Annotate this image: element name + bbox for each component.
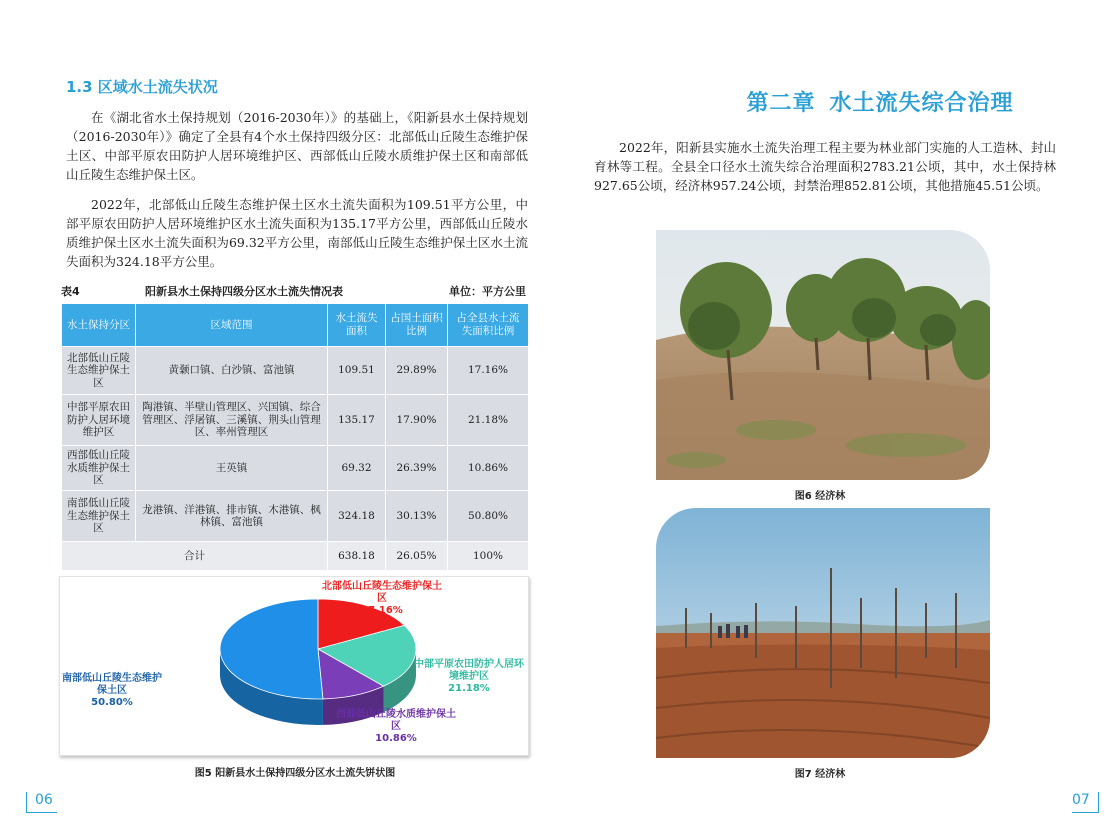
table-row bbox=[62, 491, 529, 542]
paragraph-governance: 2022年，阳新县实施水土流失治理工程主要为林业部门实施的人工造林、封山育林等工程。全县全口径水土流失综合治理面积2783.21公顷，其中，水土保持林927.65公顷，经济林957.24公顷，封禁治理852.81公顷，其他措施45.51公顷。 bbox=[594, 140, 1056, 193]
pie-label-south bbox=[62, 673, 162, 709]
pie-label-south-name: 南部低山丘陵生态维护保土区 bbox=[62, 673, 162, 696]
cell-zone: 南部低山丘陵生态维护保土区 bbox=[62, 491, 136, 542]
cell-range: 黄颡口镇、白沙镇、富池镇 bbox=[136, 347, 328, 395]
figure-5-caption: 图5 阳新县水土保持四级分区水土流失饼状图 bbox=[194, 768, 396, 779]
cell-erosion-ratio: 21.18% bbox=[448, 395, 529, 446]
pie-label-north-name: 北部低山丘陵生态维护保土区 bbox=[322, 581, 442, 604]
cell-land-ratio: 30.13% bbox=[386, 491, 448, 542]
cell-range: 陶港镇、半壁山管理区、兴国镇、综合管理区、浮屠镇、三溪镇、荆头山管理区、率州管理区 bbox=[136, 395, 328, 446]
cell-area: 109.51 bbox=[328, 347, 386, 395]
pie-label-central-name: 中部平原农田防护人居环境维护区 bbox=[414, 659, 524, 682]
chapter-name: 水土流失综合治理 bbox=[829, 91, 1014, 116]
figure-6-caption: 图6 经济林 bbox=[794, 491, 846, 502]
cell-land-ratio: 26.39% bbox=[386, 446, 448, 491]
total-label: 合计 bbox=[62, 542, 328, 571]
pie-label-north-value: 17.16% bbox=[361, 605, 403, 616]
table-row bbox=[62, 347, 529, 395]
photo-economic-forest-1 bbox=[656, 230, 990, 480]
cell-erosion-ratio: 10.86% bbox=[448, 446, 529, 491]
page-number-right: 07 bbox=[1072, 792, 1099, 813]
chapter-title bbox=[680, 86, 1080, 117]
header-area: 水土流失面积 bbox=[328, 304, 386, 347]
orchard-photo-illustration bbox=[656, 230, 990, 480]
pie-label-west-value: 10.86% bbox=[375, 733, 417, 744]
cell-area: 135.17 bbox=[328, 395, 386, 446]
cell-land-ratio: 17.90% bbox=[386, 395, 448, 446]
cell-land-ratio: 29.89% bbox=[386, 347, 448, 395]
pie-label-west bbox=[334, 709, 458, 745]
header-zone: 水土保持分区 bbox=[62, 304, 136, 347]
cell-zone: 西部低山丘陵水质维护保土区 bbox=[62, 446, 136, 491]
cell-range: 王英镇 bbox=[136, 446, 328, 491]
header-range: 区域范围 bbox=[136, 304, 328, 347]
pie-label-central-value: 21.18% bbox=[448, 683, 490, 694]
cell-range: 龙港镇、洋港镇、排市镇、木港镇、枫林镇、富池镇 bbox=[136, 491, 328, 542]
planting-field-illustration bbox=[656, 508, 990, 758]
paragraph-intro: 在《湖北省水土保持规划（2016-2030年）》的基础上，《阳新县水土保持规划（2016-2030年）》确定了全县有4个水土保持四级分区：北部低山丘陵生态维护保土区、中部平原农田防护人居环境维护区、西部低山丘陵水质维护保土区和南部低山丘陵生态维护保土区。 bbox=[66, 110, 528, 182]
header-land-ratio: 占国土面积比例 bbox=[386, 304, 448, 347]
cell-zone: 北部低山丘陵生态维护保土区 bbox=[62, 347, 136, 395]
page-number-left: 06 bbox=[26, 792, 57, 813]
right-page bbox=[560, 0, 1120, 840]
table-caption bbox=[61, 283, 528, 299]
table-header-row bbox=[62, 304, 529, 347]
pie-label-west-name: 西部低山丘陵水质维护保土区 bbox=[336, 709, 456, 732]
cell-area: 69.32 bbox=[328, 446, 386, 491]
cell-zone: 中部平原农田防护人居环境维护区 bbox=[62, 395, 136, 446]
figure-7-caption: 图7 经济林 bbox=[794, 769, 846, 780]
photo-economic-forest-2 bbox=[656, 508, 990, 758]
section-title: 1.3 区域水土流失状况 bbox=[66, 78, 218, 96]
table-row bbox=[62, 446, 529, 491]
cell-erosion-ratio: 17.16% bbox=[448, 347, 529, 395]
cell-area: 324.18 bbox=[328, 491, 386, 542]
table-unit: 单位：平方公里 bbox=[449, 285, 526, 298]
table-title: 阳新县水土保持四级分区水土流失情况表 bbox=[145, 285, 343, 298]
pie-label-south-value: 50.80% bbox=[91, 697, 133, 708]
table-total-row bbox=[62, 542, 529, 571]
total-erosion-ratio: 100% bbox=[448, 542, 529, 571]
paragraph-2022-stats: 2022年，北部低山丘陵生态维护保土区水土流失面积为109.51平方公里，中部平原农田防护人居环境维护区水土流失面积为135.17平方公里，西部低山丘陵水质维护保土区水土流失面积为69.32平方公里，南部低山丘陵生态维护保土区水土流失面积为324.18平方公里。 bbox=[66, 197, 528, 269]
total-area: 638.18 bbox=[328, 542, 386, 571]
table-number: 表4 bbox=[61, 285, 80, 298]
erosion-table bbox=[61, 303, 529, 571]
table-row bbox=[62, 395, 529, 446]
total-land-ratio: 26.05% bbox=[386, 542, 448, 571]
header-erosion-ratio: 占全县水土流失面积比例 bbox=[448, 304, 529, 347]
pie-label-north bbox=[322, 581, 442, 617]
chapter-number: 第二章 bbox=[746, 91, 816, 116]
pie-chart bbox=[59, 576, 529, 756]
cell-erosion-ratio: 50.80% bbox=[448, 491, 529, 542]
pie-label-central bbox=[410, 659, 528, 695]
